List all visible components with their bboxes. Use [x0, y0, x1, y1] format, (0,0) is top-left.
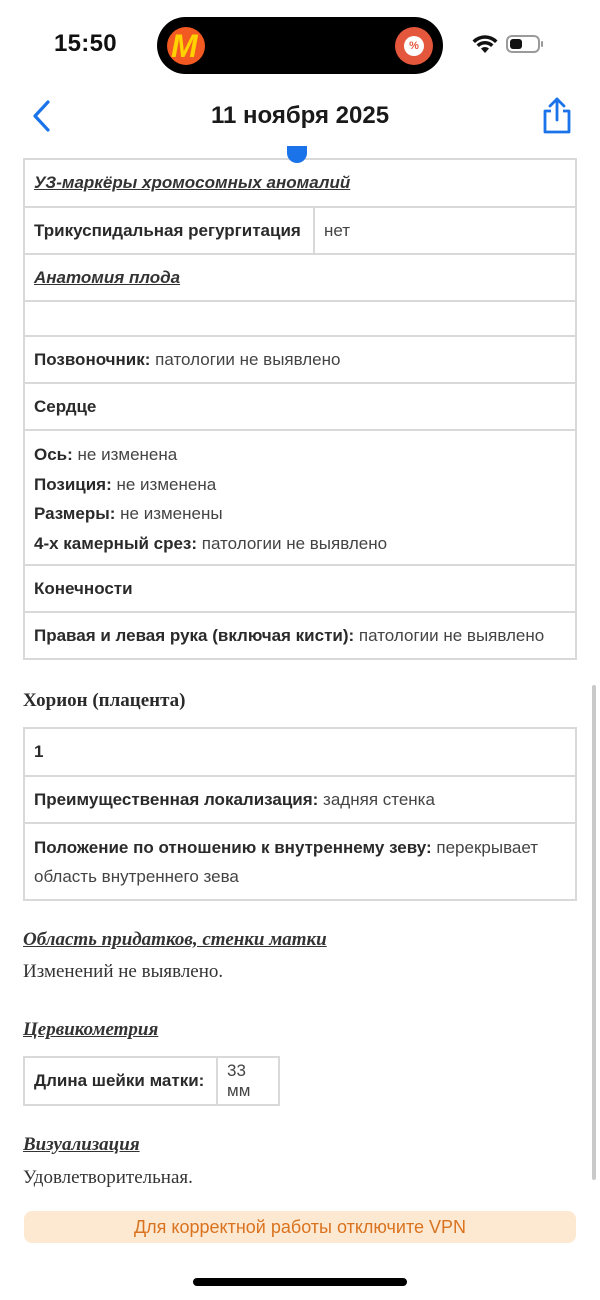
- dynamic-island[interactable]: [157, 17, 443, 74]
- vpn-warning-banner[interactable]: Для корректной работы отключите VPN: [24, 1211, 576, 1243]
- tricuspid-value: нет: [314, 207, 576, 254]
- page-title: 11 ноября 2025: [210, 102, 390, 129]
- table-row: [24, 207, 576, 254]
- market-app-icon[interactable]: M: [167, 27, 205, 65]
- wifi-icon: [472, 34, 498, 54]
- section-anatomy-link[interactable]: Анатомия плода: [34, 267, 181, 287]
- status-time: 15:50: [54, 30, 117, 57]
- adnexa-text: Изменений не выявлено.: [23, 961, 224, 982]
- table-row: [24, 565, 576, 612]
- share-icon[interactable]: [540, 96, 574, 136]
- cervix-length-label: Длина шейки матки:: [34, 1071, 205, 1090]
- heart-size: Размеры: не изменены: [34, 504, 223, 523]
- localization-label: Преимущественная локализация:: [34, 789, 319, 809]
- heart-four-chamber: 4-х камерный срез: патологии не выявлено: [34, 533, 388, 553]
- visualization-heading[interactable]: Визуализация: [23, 1134, 140, 1155]
- status-bar: [0, 0, 600, 90]
- cervicometry-table: [23, 1056, 280, 1106]
- heart-position: Позиция: не изменена: [34, 474, 217, 494]
- table-row: [24, 430, 576, 565]
- position-value: перекрывает область внутреннего зева: [34, 837, 539, 886]
- table-row-empty: [24, 301, 576, 336]
- vertical-scrollbar[interactable]: [592, 685, 596, 1180]
- battery-icon: [506, 35, 540, 53]
- limbs-label: Конечности: [34, 578, 133, 598]
- table-row: [24, 1057, 279, 1105]
- visualization-text: Удовлетворительная.: [23, 1167, 193, 1188]
- spine-value: патологии не выявлено: [150, 349, 341, 369]
- nav-bar: [0, 90, 600, 144]
- table-row: [24, 728, 576, 776]
- section-markers-link[interactable]: УЗ-маркёры хромосомных аномалий: [34, 173, 351, 192]
- position-label: Положение по отношению к внутреннему зеву:: [34, 837, 432, 857]
- tricuspid-label: Трикуспидальная регургитация: [34, 220, 301, 240]
- adnexa-heading[interactable]: Область придатков, стенки матки: [23, 929, 327, 950]
- heart-axis: Ось: не изменена: [34, 445, 178, 464]
- anatomy-table: [23, 158, 577, 660]
- chorion-heading: Хорион (плацента): [23, 690, 186, 711]
- table-row: [24, 159, 576, 207]
- heart-label: Сердце: [34, 396, 97, 416]
- table-row: [24, 612, 576, 659]
- arms-label: Правая и левая рука (включая кисти):: [34, 625, 355, 645]
- table-row: [24, 336, 576, 383]
- table-row: [24, 254, 576, 301]
- localization-value: задняя стенка: [318, 789, 435, 809]
- spine-label: Позвоночник:: [34, 349, 151, 369]
- chorion-number: 1: [34, 742, 44, 761]
- cervix-length-value: 33 мм: [217, 1057, 279, 1105]
- table-row: [24, 823, 576, 900]
- chorion-table: [23, 727, 577, 901]
- arms-value: патологии не выявлено: [354, 625, 545, 645]
- discount-app-icon[interactable]: %: [395, 27, 433, 65]
- table-row: [24, 383, 576, 430]
- home-indicator[interactable]: [193, 1278, 407, 1286]
- cervicometry-heading[interactable]: Цервикометрия: [23, 1019, 159, 1040]
- table-row: [24, 776, 576, 823]
